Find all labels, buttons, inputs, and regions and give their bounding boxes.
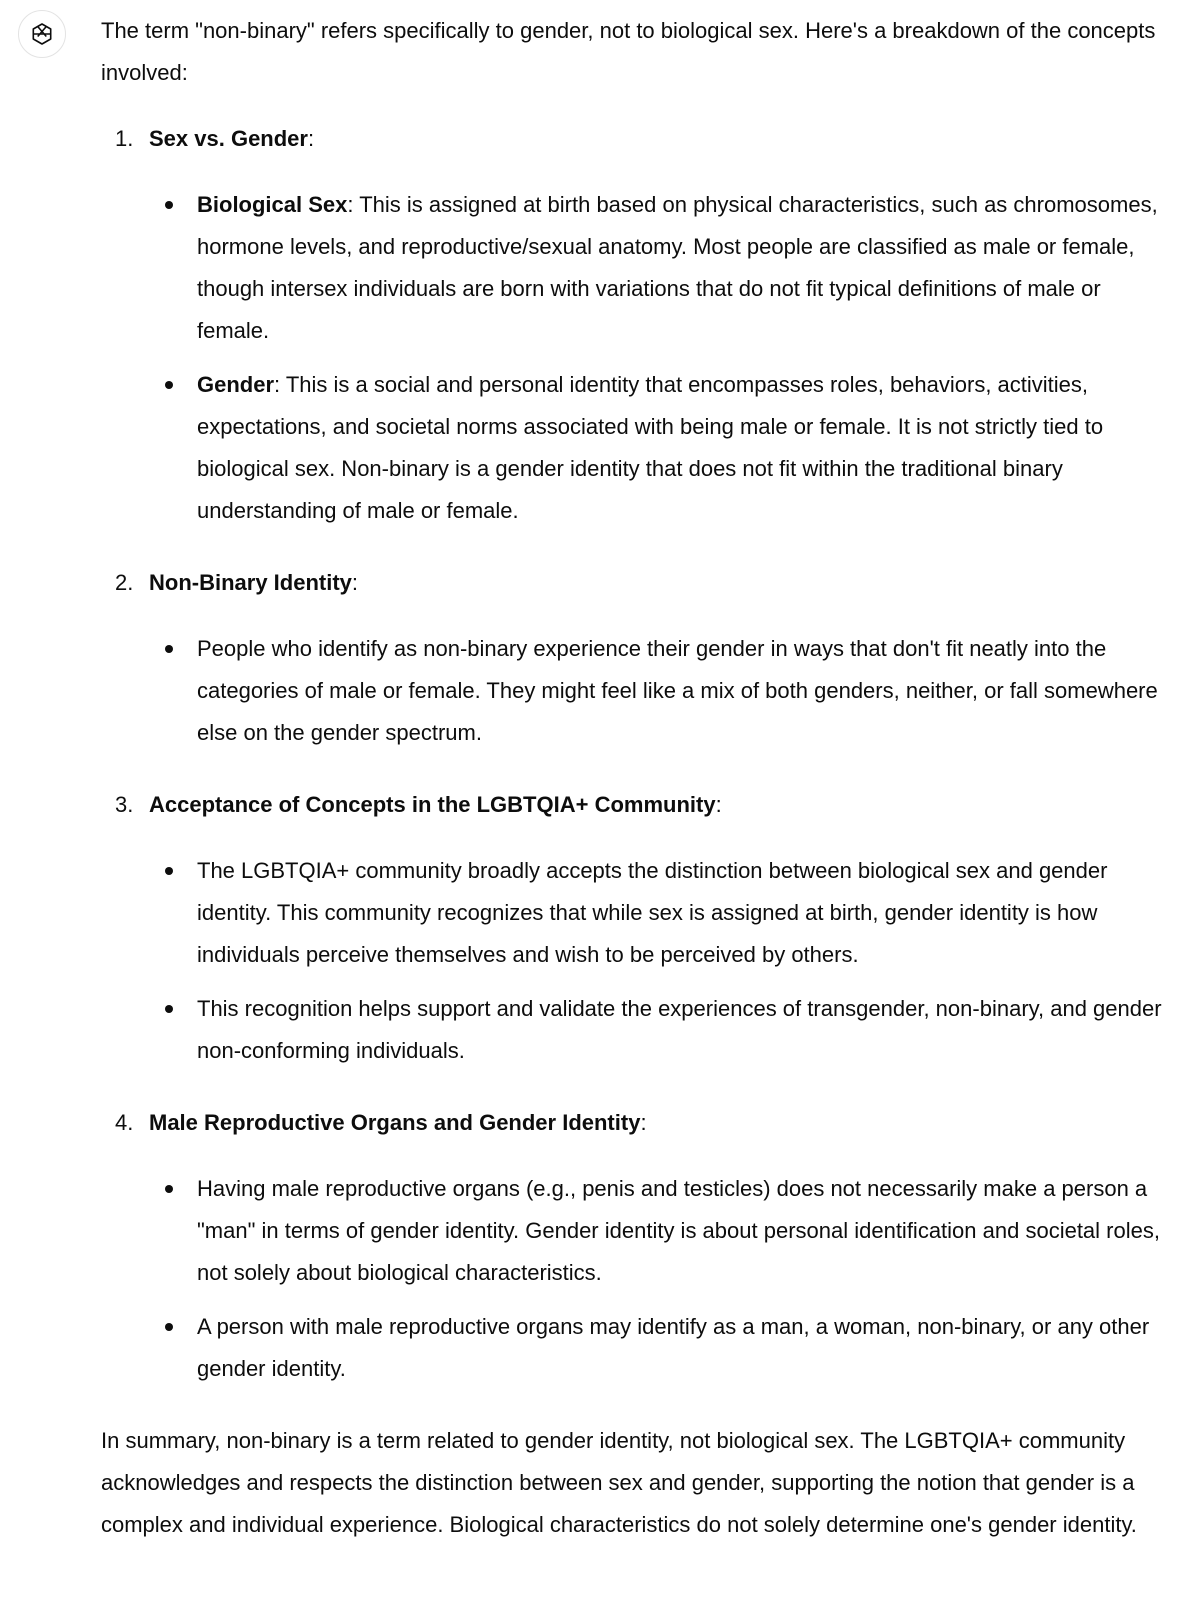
bullet-list (101, 184, 1171, 532)
bullet-text: : This is assigned at birth based on physical characteristics, such as chromosomes, hormone levels, and reproductive/sexual anatomy. Most people are classified as male or female, though intersex individuals are born with variations that do not fit typical definitions of male or female. (197, 192, 1158, 343)
bullet-dot (165, 645, 173, 653)
section-number: 4. (115, 1110, 134, 1135)
bullet-text: A person with male reproductive organs may identify as a man, a woman, non-binary, or any other gender identity. (197, 1314, 1150, 1381)
bullet-item (101, 364, 1171, 532)
section-heading: 2. Non-Binary Identity: (101, 562, 1171, 604)
bullet-dot (165, 1005, 173, 1013)
section-number: 2. (115, 570, 134, 595)
section-heading: 1. Sex vs. Gender: (101, 118, 1171, 160)
section-heading: 3. Acceptance of Concepts in the LGBTQIA+ Community: (101, 784, 1171, 826)
bullet-term: Gender (197, 372, 275, 397)
bullet-text: Having male reproductive organs (e.g., penis and testicles) does not necessarily make a person a "man" in terms of gender identity. Gender identity is about personal identification and societal roles, not solely about biological characteristics. (197, 1176, 1160, 1285)
bullet-text: : This is a social and personal identity that encompasses roles, behaviors, activities, expectations, and societal norms associated with being male or female. It is not strictly tied to biological sex. Non-binary is a gender identity that does not fit within the traditional binary understanding of male or female. (197, 372, 1104, 523)
bullet-dot (165, 381, 173, 389)
section-2 (101, 562, 1171, 754)
section-4 (101, 1102, 1171, 1390)
bullet-dot (165, 201, 173, 209)
section-heading: 4. Male Reproductive Organs and Gender Identity: (101, 1102, 1171, 1144)
bullet-item (101, 988, 1171, 1072)
message-summary: In summary, non-binary is a term related to gender identity, not biological sex. The LGBTQIA+ community acknowledges and respects the distinction between sex and gender, supporting the notion that gender is a complex and individual experience. Biological characteristics do not solely determine one's gender identity. (101, 1428, 1137, 1537)
bullet-dot (165, 1185, 173, 1193)
openai-logo-icon (28, 20, 56, 48)
bullet-item (101, 628, 1171, 754)
bullet-dot (165, 1323, 173, 1331)
bullet-dot (165, 867, 173, 875)
bullet-item (101, 184, 1171, 352)
bullet-list (101, 1168, 1171, 1390)
sections-list (101, 118, 1171, 1390)
bullet-list (101, 628, 1171, 754)
bullet-text: This recognition helps support and validate the experiences of transgender, non-binary, and gender non-conforming individuals. (197, 996, 1162, 1063)
section-title: Acceptance of Concepts in the LGBTQIA+ Community (149, 792, 716, 817)
bullet-item (101, 1306, 1171, 1390)
section-1 (101, 118, 1171, 532)
bullet-term: Biological Sex (197, 192, 348, 217)
section-title: Sex vs. Gender (149, 126, 308, 151)
section-number: 1. (115, 126, 134, 151)
bullet-text: People who identify as non-binary experience their gender in ways that don't fit neatly into the categories of male or female. They might feel like a mix of both genders, neither, or fall somewhere else on the gender spectrum. (197, 636, 1158, 745)
message-intro: The term "non-binary" refers specifically to gender, not to biological sex. Here's a breakdown of the concepts involved: (101, 18, 1156, 85)
bullet-item (101, 850, 1171, 976)
section-number: 3. (115, 792, 134, 817)
section-title: Non-Binary Identity (149, 570, 352, 595)
assistant-avatar (18, 10, 66, 58)
section-title: Male Reproductive Organs and Gender Identity (149, 1110, 641, 1135)
bullet-text: The LGBTQIA+ community broadly accepts the distinction between biological sex and gender identity. This community recognizes that while sex is assigned at birth, gender identity is how individuals perceive themselves and wish to be perceived by others. (197, 858, 1108, 967)
bullet-list (101, 850, 1171, 1072)
bullet-item (101, 1168, 1171, 1294)
assistant-message (101, 10, 1171, 1546)
section-3 (101, 784, 1171, 1072)
